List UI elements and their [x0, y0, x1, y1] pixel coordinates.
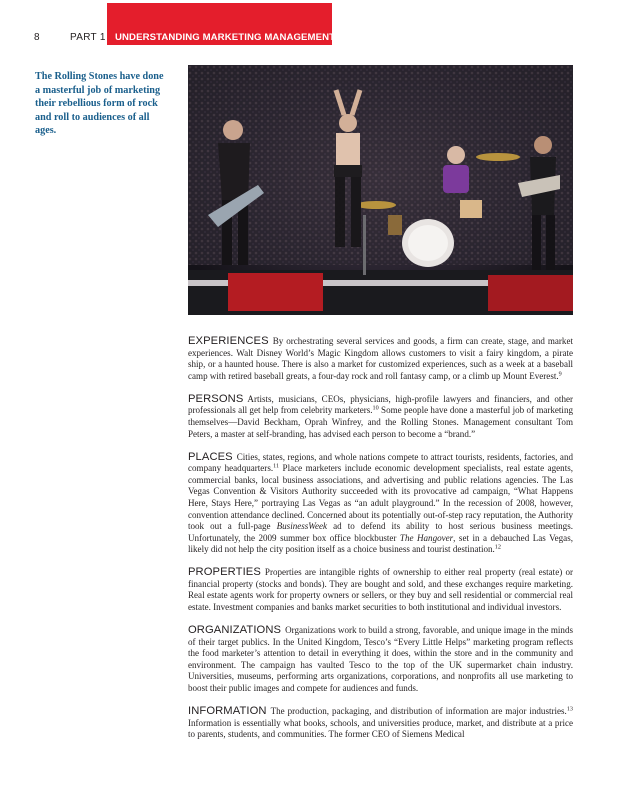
places-italic-2: The Hangover: [399, 532, 454, 543]
section-organizations: [188, 625, 573, 695]
chapter-title: UNDERSTANDING MARKETING MANAGEMENT: [115, 32, 336, 43]
heading-experiences: EXPERIENCES: [188, 335, 269, 347]
heading-persons: PERSONS: [188, 392, 244, 405]
footnote-ref: 11: [273, 462, 280, 470]
persons-text-1: Artists, musicians, CEOs, physicians, high-profile lawyers and financiers, and other professionals all get help from celebrity marketers.: [188, 393, 573, 416]
concert-photo: [188, 65, 573, 315]
section-properties: [188, 567, 573, 613]
page-number: 8: [34, 32, 40, 43]
footnote-ref: 9: [558, 370, 562, 378]
places-text-2: Place marketers include economic development specialists, real estate agents, commercial banks, local business associations, and advertising and public relations agencies. The Las Vegas Convention & Visitors Authority succeeded with its provocative ad campaign, “What Happens Here, Stays Here,” portraying Las Vegas as “an adult playground.” In the recession of 2008, however, convention attendance declined. Concerned about its potentially out-of-step racy reputation, the Authority took out a full-page: [188, 463, 574, 532]
information-text-2: Information is essentially what books, schools, and universities produce, market, and distribute at a price to parents, students, and communities. The former CEO of Siemens Medical: [188, 717, 573, 740]
heading-information: INFORMATION: [188, 704, 267, 717]
chapter-band: [107, 3, 336, 45]
footnote-ref: 10: [372, 404, 379, 412]
properties-text: Properties are intangible rights of ownership to either real property (real estate) or financial property (stocks and bonds). They are bought and sold, and these exchanges require marketing. Real estate agents work for property owners or sellers, or they buy and sell residential or commercial real estate. Investment companies and banks market securities to both institutional and individual investors.: [188, 567, 573, 613]
places-italic-1: BusinessWeek: [276, 521, 328, 532]
section-persons: [188, 394, 573, 440]
places-text-1: Cities, states, regions, and whole nations compete to attract tourists, residents, factories, and company headquarters.: [188, 451, 573, 474]
heading-places: PLACES: [188, 450, 233, 463]
places-text-4: , set in a debauched Las Vegas, likely did not help the city position itself as a choice business and tourist destination.: [188, 532, 573, 555]
heading-organizations: ORGANIZATIONS: [188, 624, 282, 637]
section-experiences: [188, 336, 573, 382]
part-label: PART 1: [70, 32, 106, 43]
body-text: [188, 336, 573, 752]
heading-properties: PROPERTIES: [188, 566, 261, 579]
organizations-text: Organizations work to build a strong, favorable, and unique image in the minds of their target publics. In the United Kingdom, Tesco’s “Every Little Helps” marketing program reflects the food marketer’s attention to detail in everything it does, within the store and in the community and environment. The campaign has vaulted Tesco to the top of the UK supermarket chain industry. Universities, museums, performing arts organizations, corporations, and nonprofits all use marketing to boost their public images and compete for audiences and funds.: [188, 625, 573, 693]
footnote-ref: 13: [566, 705, 573, 713]
places-text-3: ad to defend its ability to host serious business meetings. Unfortunately, the 2009 summer box office blockbuster: [188, 521, 573, 543]
photo-caption: The Rolling Stones have done a masterful job of marketing their rebellious form of rock and roll to audiences of all ages.: [35, 71, 164, 137]
concert-photo-illustration: [188, 65, 573, 315]
section-information: [188, 706, 573, 741]
section-places: [188, 452, 573, 556]
footnote-ref: 12: [494, 543, 501, 551]
information-text-1: The production, packaging, and distribution of information are major industries.: [270, 705, 567, 716]
persons-text-2: Some people have done a masterful job of marketing themselves—David Beckham, Oprah Winfrey, and the Rolling Stones. Management consultant Tom Peters, a master at self-branding, has advised each person to become a “brand.”: [188, 405, 573, 439]
experiences-text: By orchestrating several services and goods, a firm can create, stage, and market experiences. Walt Disney World’s Magic Kingdom allows customers to visit a fairy kingdom, a pirate ship, or a haunted house. There is also a market for customized experiences, such as a week at a baseball camp with retired baseball greats, a four-day rock and roll fantasy camp, or a climb up Mount Everest.: [188, 336, 573, 381]
